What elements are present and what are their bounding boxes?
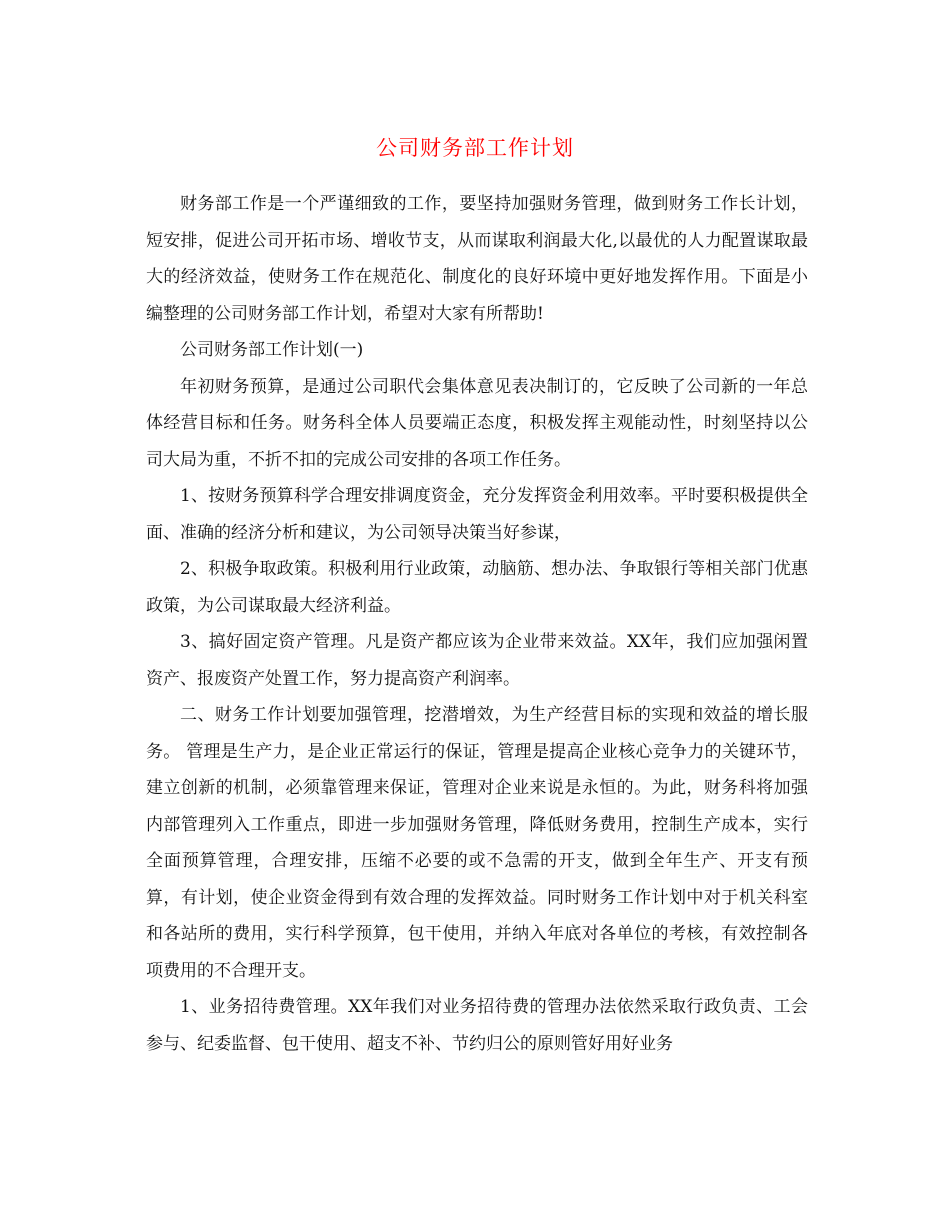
document-body (146, 186, 808, 1062)
paragraph-item-3: 3、搞好固定资产管理。凡是资产都应该为企业带来效益。XX年，我们应加强闲置资产、报废资产处置工作，努力提高资产利润率。 (146, 632, 808, 689)
paragraph-hospitality: 1、业务招待费管理。XX年我们对业务招待费的管理办法依然采取行政负责、工会参与、纪委监督、包干使用、超支不补、节约归公的原则管好用好业务 (146, 997, 808, 1054)
paragraph-item-2: 2、积极争取政策。积极利用行业政策，动脑筋、想办法、争取银行等相关部门优惠政策，为公司谋取最大经济利益。 (146, 559, 808, 616)
paragraph-intro: 财务部工作是一个严谨细致的工作，要坚持加强财务管理，做到财务工作长计划，短安排，促进公司开拓市场、增收节支，从而谋取利润最大化,以最优的人力配置谋取最大的经济效益，使财务工作在规范化、制度化的良好环境中更好地发挥作用。下面是小编整理的公司财务部工作计划，希望对大家有所帮助! (146, 194, 808, 324)
paragraph-item-1: 1、按财务预算科学合理安排调度资金，充分发挥资金利用效率。平时要积极提供全面、准确的经济分析和建议，为公司领导决策当好参谋， (146, 486, 808, 543)
document-title: 公司财务部工作计划 (376, 136, 574, 160)
paragraph-management: 二、财务工作计划要加强管理，挖潜增效，为生产经营目标的实现和效益的增长服务。 管理是生产力，是企业正常运行的保证，管理是提高企业核心竞争力的关键环节，建立创新的机制，必须靠管理来保证，管理对企业来说是永恒的。为此，财务科将加强内部管理列入工作重点，即进一步加强财务管理，降低财务费用，控制生产成本，实行全面预算管理，合理安排，压缩不必要的或不急需的开支，做到全年生产、开支有预算，有计划，使企业资金得到有效合理的发挥效益。同时财务工作计划中对于机关科室和各站所的费用，实行科学预算，包干使用，并纳入年底对各单位的考核，有效控制各项费用的不合理开支。 (146, 705, 808, 981)
paragraph-section-heading: 公司财务部工作计划(一) (180, 340, 364, 360)
paragraph-budget: 年初财务预算，是通过公司职代会集体意见表决制订的，它反映了公司新的一年总体经营目标和任务。财务科全体人员要端正态度，积极发挥主观能动性，时刻坚持以公司大局为重，不折不扣的完成公司安排的各项工作任务。 (146, 376, 808, 470)
